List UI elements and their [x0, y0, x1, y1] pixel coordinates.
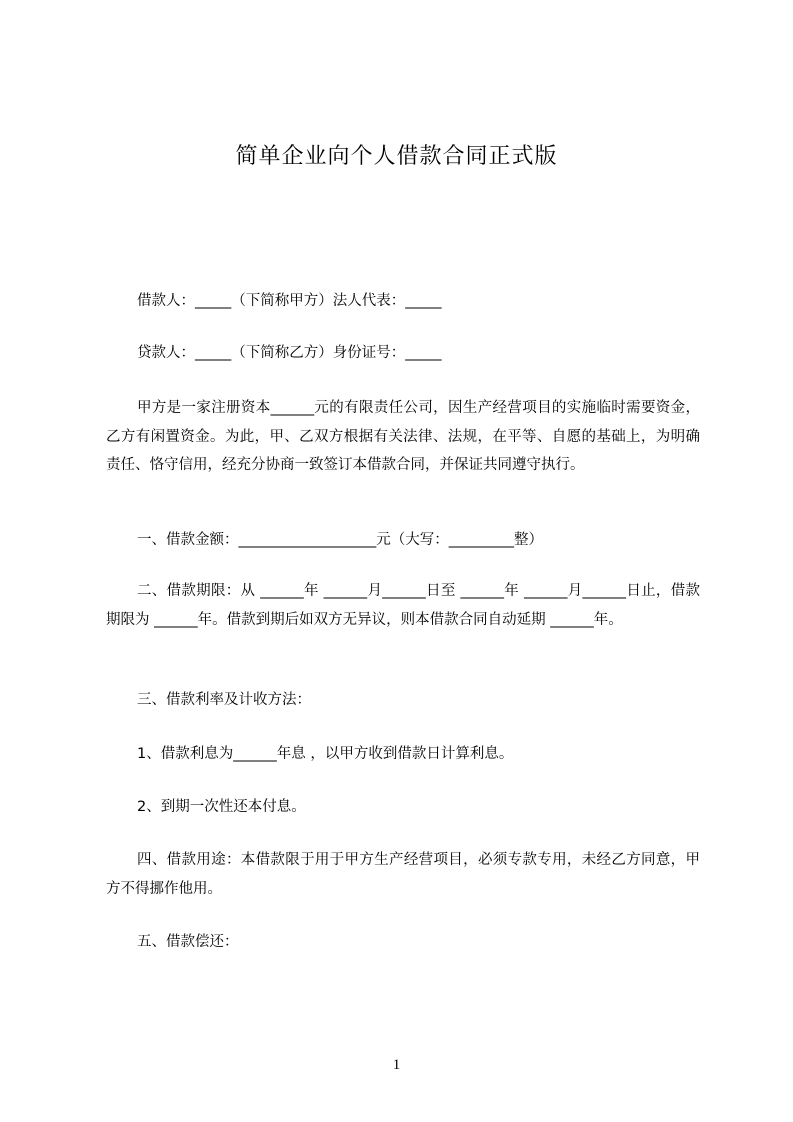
borrower-line: 借款人：_____（下简称甲方）法人代表：_____	[137, 293, 442, 309]
clause-interest-rate: 1、借款利息为______年息 ，以甲方收到借款日计算利息。	[137, 746, 514, 762]
clause-repayment-method: 2、到期一次性还本付息。	[137, 799, 306, 815]
clause-loan-purpose: 四、借款用途：本借款限于用于甲方生产经营项目，必须专款专用，未经乙方同意，甲方不得挪作他用。	[106, 852, 700, 897]
document-title: 简单企业向个人借款合同正式版	[235, 144, 558, 169]
clause-repayment-heading: 五、借款偿还：	[137, 934, 239, 950]
clause-loan-term: 二、借款期限：从 ______年 ______月______日至 ______年 ______月______日止，借款期限为 ______年。借款到期后如双方无异议，则本借款合同自动延期 ______年。	[106, 583, 700, 628]
lender-line: 贷款人：_____（下简称乙方）身份证号：_____	[137, 345, 442, 361]
preamble-paragraph: 甲方是一家注册资本______元的有限责任公司，因生产经营项目的实施临时需要资金，乙方有闲置资金。为此，甲、乙双方根据有关法律、法规，在平等、自愿的基础上，为明确责任、恪守信用，经充分协商一致签订本借款合同，并保证共同遵守执行。	[106, 400, 700, 473]
clause-loan-amount: 一、借款金额：___________________元（大写：_________整）	[137, 532, 543, 548]
page-number: 1	[392, 1057, 401, 1073]
clause-interest-heading: 三、借款利率及计收方法：	[137, 692, 311, 708]
